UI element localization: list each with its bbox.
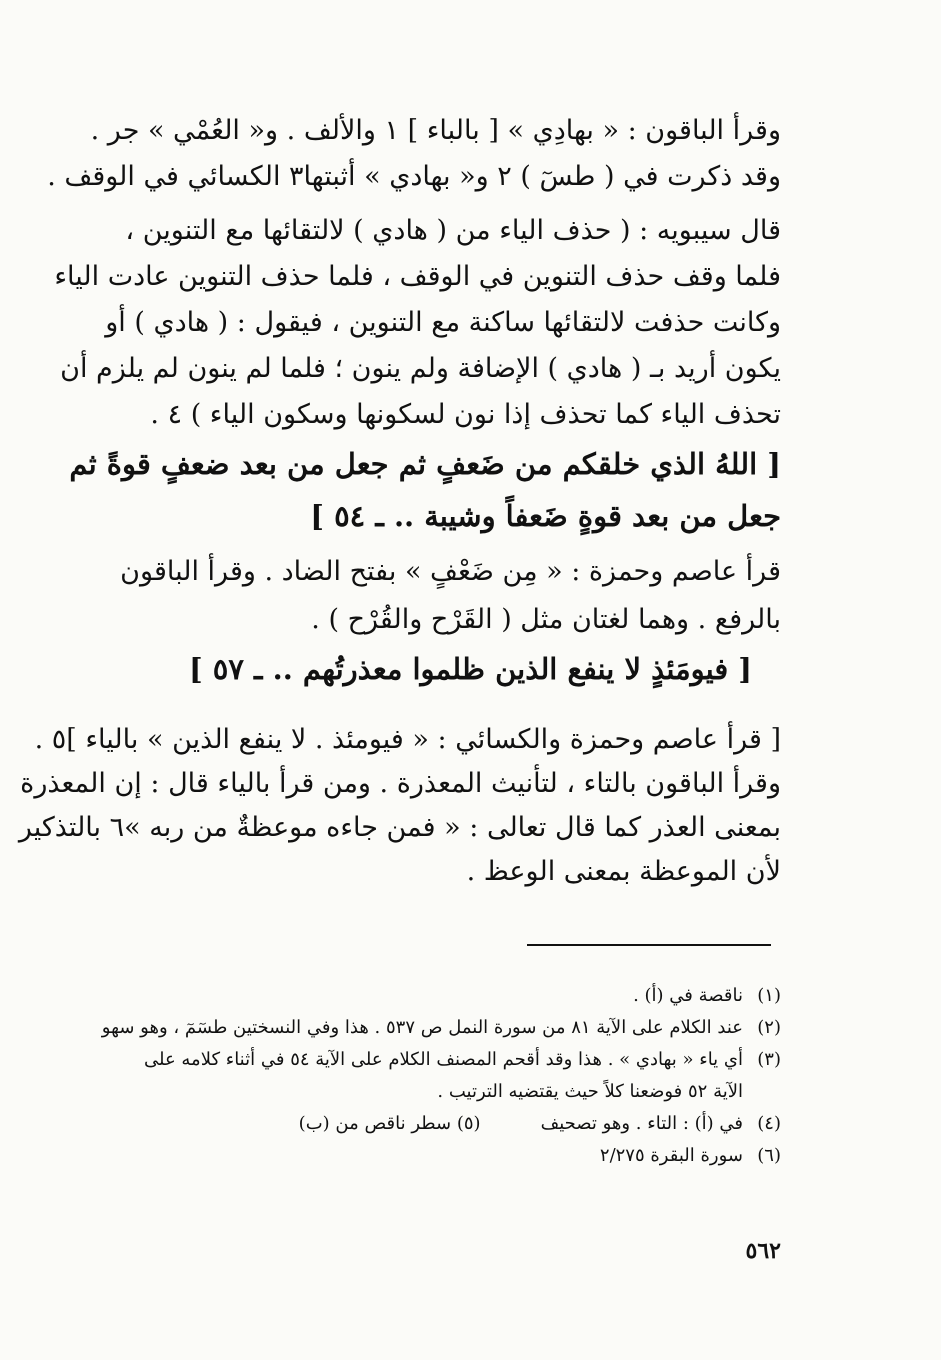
footnote-number: (٣) [757, 1049, 781, 1070]
footnote-text: سورة البقرة ٢/٢٧٥ [599, 1145, 743, 1166]
footnote-number: (٢) [757, 1017, 781, 1038]
verse-line: جعل من بعد قوةٍ ضَعفاً وشيبة .. ـ ٥٤ ] [310, 499, 781, 533]
footnote-number: (٦) [757, 1145, 781, 1166]
footnote-number: (٥) [456, 1113, 481, 1134]
paragraph-sibawayh-quote [54, 208, 781, 438]
footnote-6 [101, 1140, 781, 1172]
text-line: لأن الموعظة بمعنى الوعظ . [466, 856, 781, 887]
footnote-text: سطر ناقص من (ب) [298, 1113, 452, 1134]
footnote-text: في (أ) : التاء . وهو تصحيف [540, 1113, 743, 1134]
footnote-1 [101, 980, 781, 1012]
footnote-text: الآية ٥٢ فوضعنا كلاً حيث يقتضيه الترتيب . [437, 1081, 743, 1102]
footnote-number: (٤) [757, 1113, 781, 1134]
footnote-number: (١) [757, 985, 781, 1006]
text-line: وقرأ الباقون : « بهادِي » [ بالباء ] ١ والألف . و« العُمْي » جر . [90, 115, 781, 146]
verse-line: [ اللهُ الذي خلقكم من ضَعفٍ ثم جعل من بعد ضعفٍ قوةً ثم [69, 447, 781, 481]
text-line: بالرفع . وهما لغتان مثل ( القَرْح والقُرْح ) . [311, 604, 781, 635]
footnote-divider [527, 944, 771, 946]
paragraph-readings-madhira [18, 718, 781, 894]
footnote-3-continued [101, 1076, 781, 1108]
verse-line: [ فيومَئذٍ لا ينفع الذين ظلموا معذرتُهم .. ـ ٥٧ ] [188, 652, 753, 686]
footnote-2 [101, 1012, 781, 1044]
text-line: يكون أريد بـ ( هادي ) الإضافة ولم ينون ؛ فلما لم ينون لم يلزم أن [60, 353, 781, 384]
text-line: تحذف الياء كما تحذف إذا نون لسكونها وسكون الياء ) ٤ . [150, 399, 781, 430]
text-line: وقد ذكرت في ( طسٓ ) ٢ و« بهادي » أثبتها٣ الكسائي في الوقف . [47, 161, 781, 192]
footnote-text: عند الكلام على الآية ٨١ من سورة النمل ص ٥٣٧ . هذا وفي النسختين طسٓمٓ ، وهو سهو [101, 1017, 743, 1038]
paragraph-readings-daf [109, 548, 781, 644]
verse-54 [69, 438, 781, 542]
text-line: [ قرأ عاصم وحمزة والكسائي : « فيومئذ . لا ينفع الذين » بالياء ]٥ . [34, 724, 781, 755]
footnotes [101, 980, 781, 1172]
footnote-4-5 [101, 1108, 781, 1140]
verse-57 [0, 652, 941, 686]
footnote-3 [101, 1044, 781, 1076]
page-number: ٥٦٢ [745, 1238, 781, 1264]
text-line: وكانت حذفت لالتقائها ساكنة مع التنوين ، فيقول : ( هادي ) أو [105, 307, 781, 338]
text-line: بمعنى العذر كما قال تعالى : « فمن جاءه موعظةٌ من ربه »٦ بالتذكير [18, 812, 781, 843]
text-line: قرأ عاصم وحمزة : « مِن ضَعْفٍ » بفتح الضاد . وقرأ الباقون [120, 556, 781, 587]
text-line: قال سيبويه : ( حذف الياء من ( هادي ) لالتقائها مع التنوين ، [125, 215, 781, 246]
footnote-text: أي ياء « بهادي » . هذا وقد أقحم المصنف الكلام على الآية ٥٤ في أثناء كلامه على [143, 1049, 743, 1070]
paragraph-readings-hadi [47, 108, 781, 200]
text-line: فلما وقف حذف التنوين في الوقف ، فلما حذف التنوين عادت الياء [54, 261, 781, 292]
footnote-text: ناقصة في (أ) . [633, 985, 743, 1006]
text-line: وقرأ الباقون بالتاء ، لتأنيث المعذرة . ومن قرأ بالياء قال : إن المعذرة [20, 768, 781, 799]
